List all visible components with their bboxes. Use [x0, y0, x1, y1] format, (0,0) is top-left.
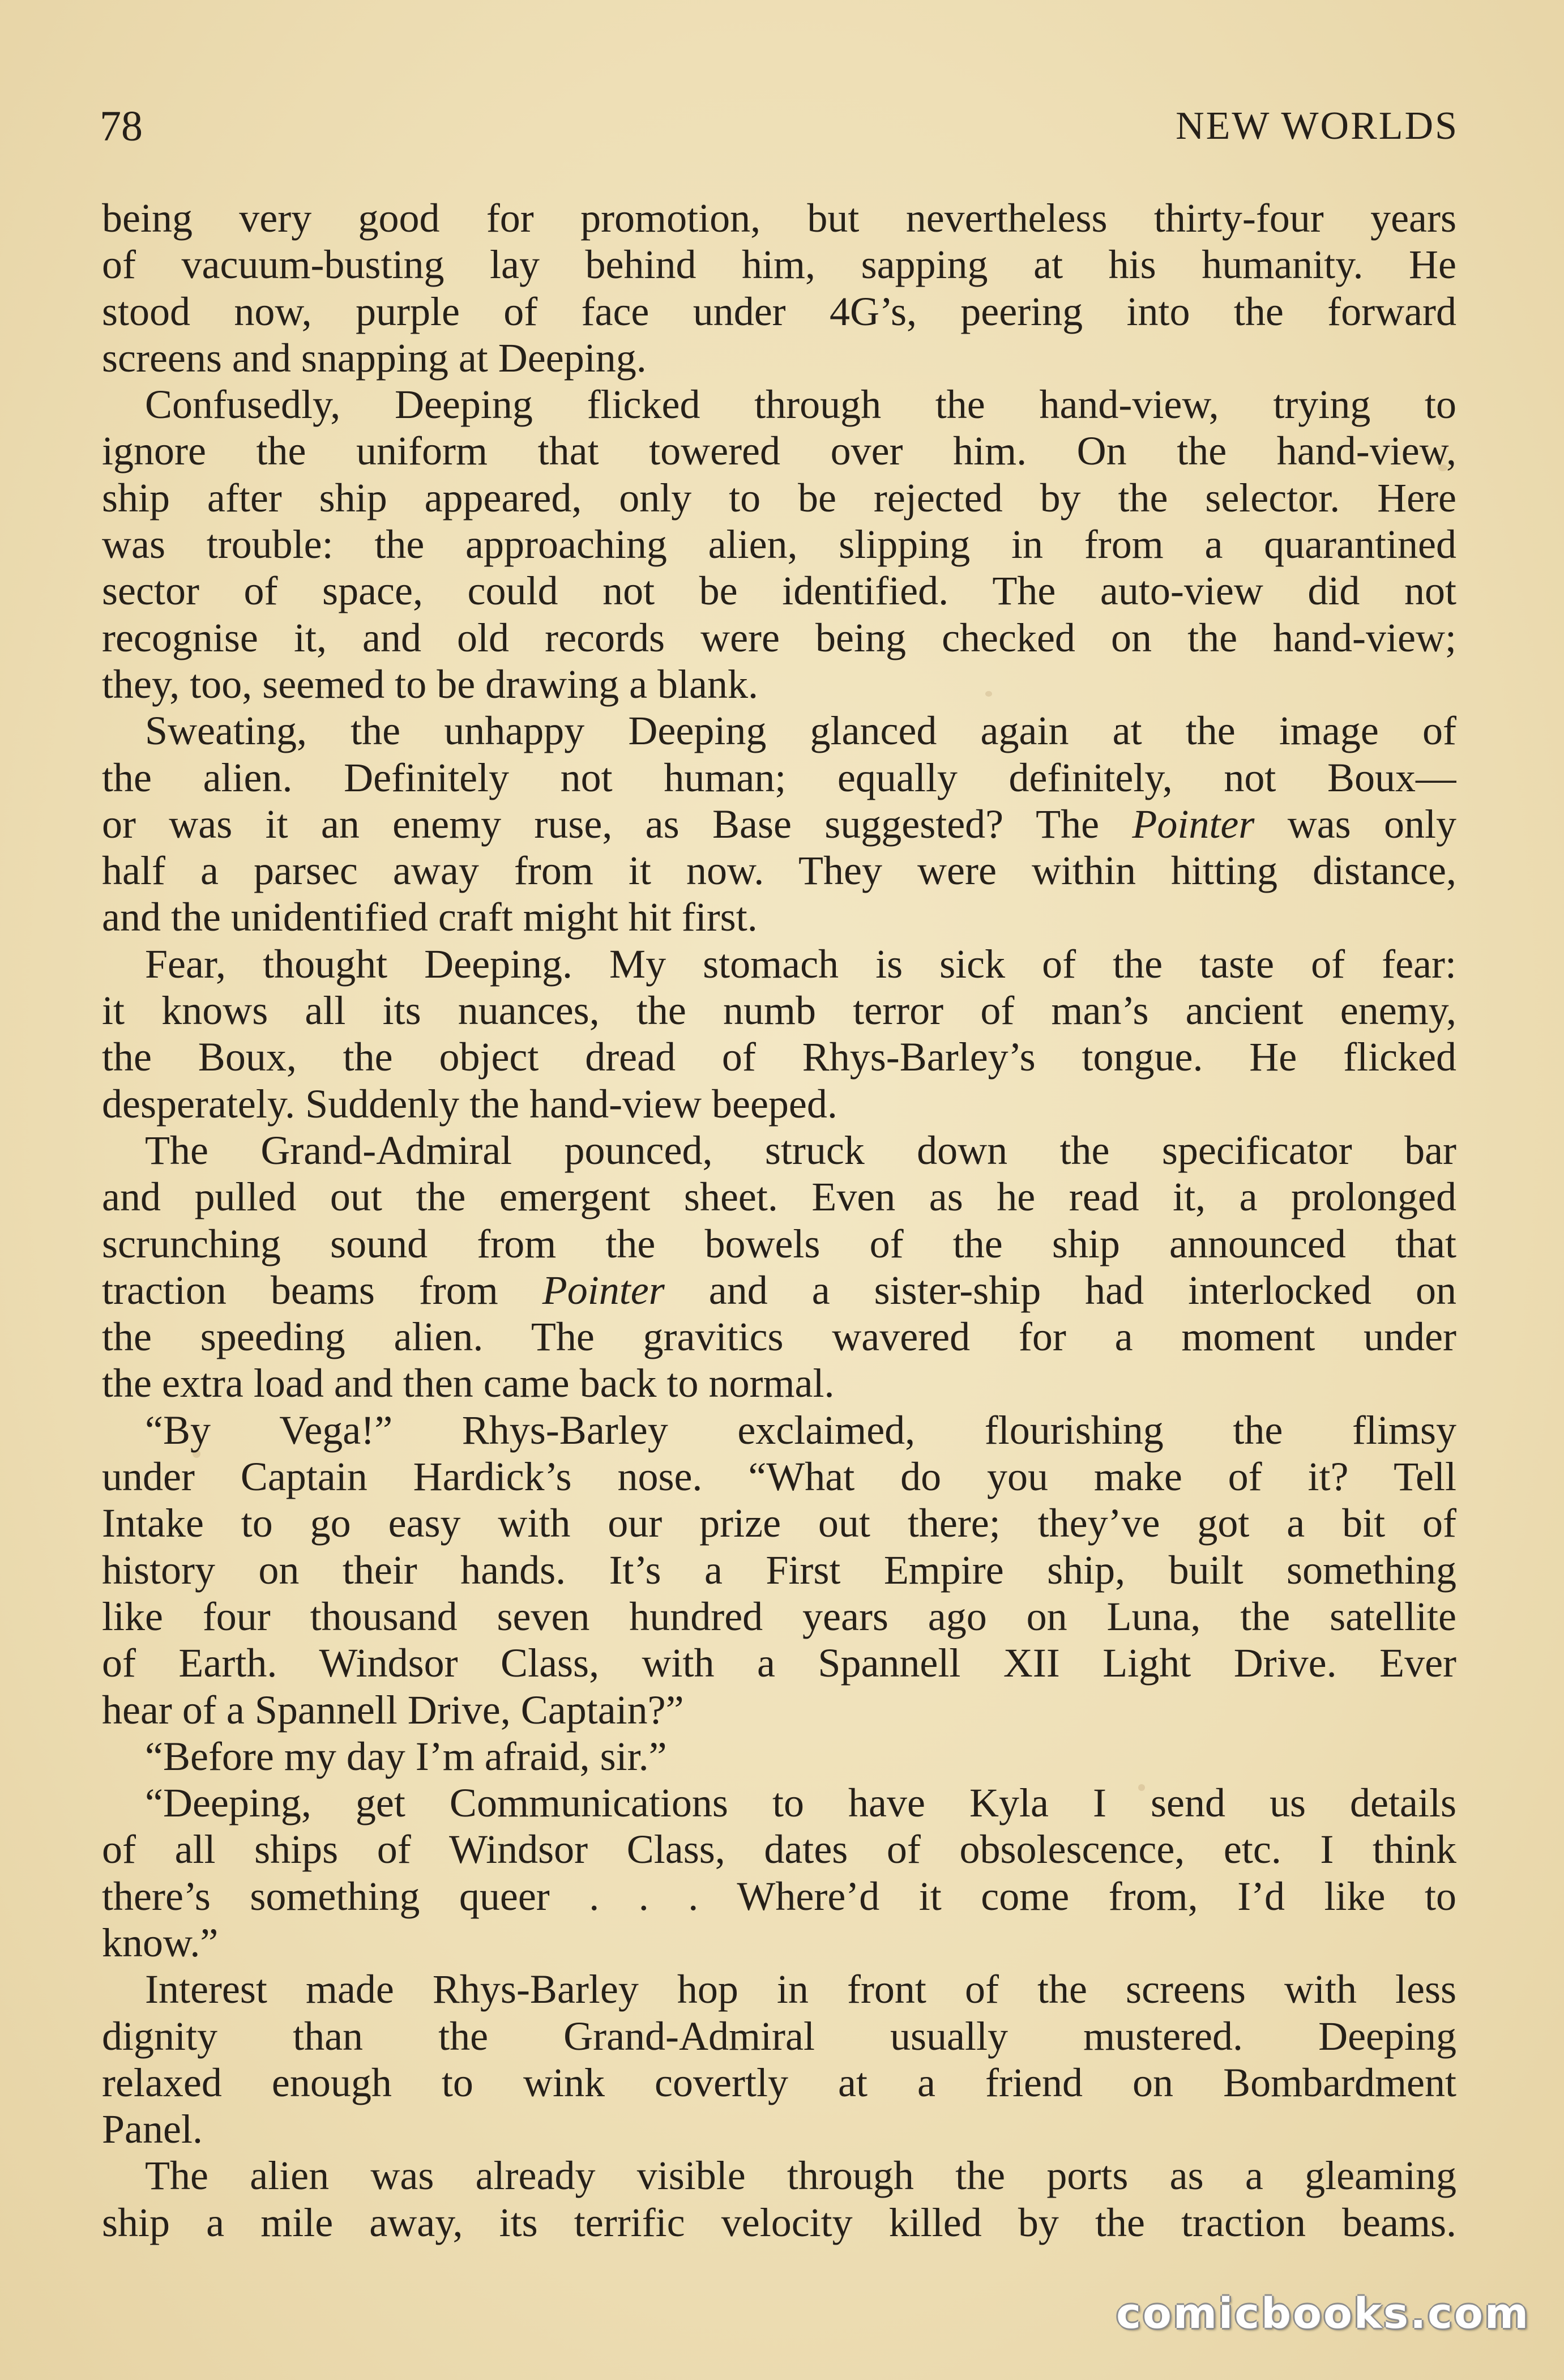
text-line: ignore the uniform that towered over him. On the hand-view,: [102, 428, 1456, 474]
text-line: the speeding alien. The gravitics wavered for a moment under: [102, 1314, 1456, 1360]
text-line: scrunching sound from the bowels of the ship announced that: [102, 1221, 1456, 1266]
text-line: being very good for promotion, but nevertheless thirty-four years: [102, 195, 1456, 241]
text-line: they, too, seemed to be drawing a blank.: [102, 661, 758, 707]
text-line: “Before my day I’m afraid, sir.”: [145, 1733, 667, 1779]
text-line: Fear, thought Deeping. My stomach is sick of the taste of fear:: [145, 941, 1456, 987]
text-line: ship a mile away, its terrific velocity killed by the traction beams.: [102, 2199, 1456, 2245]
text-line: the Boux, the object dread of Rhys-Barley’s tongue. He flicked: [102, 1034, 1456, 1080]
text-line: there’s something queer . . . Where’d it come from, I’d like to: [102, 1873, 1456, 1919]
text-line: sector of space, could not be identified. The auto-view did not: [102, 568, 1456, 614]
text-line: Confusedly, Deeping flicked through the hand-view, trying to: [145, 382, 1456, 428]
text-line: The Grand-Admiral pounced, struck down the specificator bar: [145, 1127, 1456, 1173]
text-line: dignity than the Grand-Admiral usually mustered. Deeping: [102, 2013, 1456, 2059]
text-line: desperately. Suddenly the hand-view beeped.: [102, 1081, 837, 1127]
text-line: the extra load and then came back to normal.: [102, 1360, 835, 1406]
text-line: screens and snapping at Deeping.: [102, 335, 647, 381]
body-text: [102, 195, 1456, 2246]
text-line: like four thousand seven hundred years ago on Luna, the satellite: [102, 1593, 1456, 1639]
text-line: half a parsec away from it now. They were within hitting distance,: [102, 848, 1456, 894]
text-line: it knows all its nuances, the numb terror of man’s ancient enemy,: [102, 988, 1456, 1034]
text-line: was trouble: the approaching alien, slipping in from a quarantined: [102, 522, 1456, 568]
page-header: [100, 101, 1459, 152]
text-line: know.”: [102, 1920, 219, 1965]
text-line: under Captain Hardick’s nose. “What do you make of it? Tell: [102, 1454, 1456, 1500]
text-line: stood now, purple of face under 4G’s, peering into the forward: [102, 288, 1456, 334]
text-line: Intake to go easy with our prize out there; they’ve got a bit of: [102, 1500, 1456, 1546]
text-line: ship after ship appeared, only to be rejected by the selector. Here: [102, 475, 1456, 521]
text-line: Interest made Rhys-Barley hop in front of the screens with less: [145, 1967, 1456, 2012]
text-line: “By Vega!” Rhys-Barley exclaimed, flourishing the flimsy: [145, 1407, 1456, 1453]
text-line: “Deeping, get Communications to have Kyla I send us details: [145, 1780, 1456, 1826]
text-line: Panel.: [102, 2106, 203, 2152]
text-line: The alien was already visible through the ports as a gleaming: [145, 2153, 1456, 2199]
text-line: of Earth. Windsor Class, with a Spannell XII Light Drive. Ever: [102, 1640, 1456, 1686]
text-line: or was it an enemy ruse, as Base suggested? The Pointer was only: [102, 801, 1456, 847]
watermark: comicbooks.com: [1116, 2289, 1530, 2338]
text-line: Sweating, the unhappy Deeping glanced again at the image of: [145, 708, 1456, 754]
text-line: relaxed enough to wink covertly at a friend on Bombardment: [102, 2059, 1456, 2105]
text-line: recognise it, and old records were being checked on the hand-view;: [102, 615, 1456, 660]
text-line: and pulled out the emergent sheet. Even as he read it, a prolonged: [102, 1174, 1456, 1220]
running-head: NEW WORLDS: [1176, 104, 1459, 148]
text-line: traction beams from Pointer and a sister-ship had interlocked on: [102, 1267, 1456, 1313]
text-line: of vacuum-busting lay behind him, sapping at his humanity. He: [102, 242, 1456, 288]
page-number: 78: [100, 103, 143, 150]
text-line: history on their hands. It’s a First Empire ship, built something: [102, 1547, 1456, 1593]
text-line: the alien. Definitely not human; equally definitely, not Boux—: [102, 754, 1456, 800]
text-line: hear of a Spannell Drive, Captain?”: [102, 1687, 684, 1733]
text-line: of all ships of Windsor Class, dates of obsolescence, etc. I think: [102, 1827, 1456, 1873]
text-line: and the unidentified craft might hit first.: [102, 894, 758, 940]
